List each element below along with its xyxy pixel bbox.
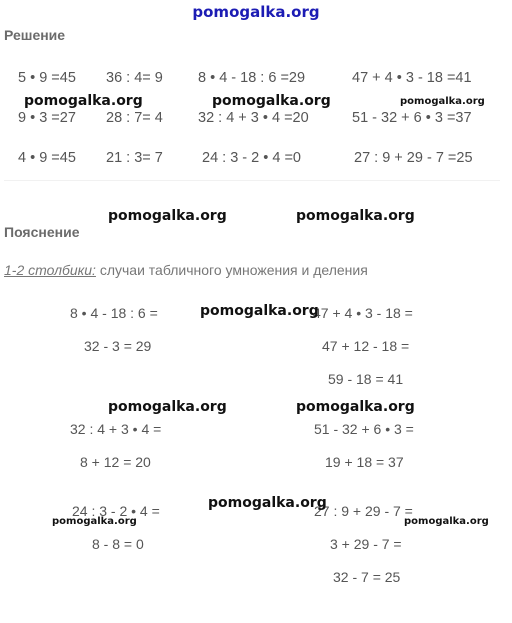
solution-c3-r2: 32 : 4 + 3 • 4 =20 [198, 110, 309, 126]
watermark: pomogalka.org [404, 516, 489, 527]
watermark: pomogalka.org [24, 93, 143, 109]
explanation-title: Пояснение [4, 224, 80, 240]
solution-c2-r3: 21 : 3= 7 [106, 150, 163, 166]
watermark: pomogalka.org [296, 208, 415, 224]
explanation-line: 8 - 8 = 0 [92, 536, 144, 552]
explanation-line: 24 : 3 - 2 • 4 = [72, 503, 160, 519]
note-text: случаи табличного умножения и деления [95, 262, 368, 278]
explanation-line: 59 - 18 = 41 [328, 371, 404, 387]
watermark: pomogalka.org [108, 208, 227, 224]
site-header: pomogalka.org [192, 3, 320, 21]
watermark: pomogalka.org [400, 96, 485, 107]
explanation-line: 3 + 29 - 7 = [330, 536, 402, 552]
explanation-line: 27 : 9 + 29 - 7 = [314, 503, 413, 519]
watermark: pomogalka.org [108, 399, 227, 415]
watermark: pomogalka.org [296, 399, 415, 415]
solution-c1-r2: 9 • 3 =27 [18, 110, 76, 126]
solution-c1-r3: 4 • 9 =45 [18, 150, 76, 166]
explanation-line: 32 - 7 = 25 [333, 569, 401, 585]
watermark: pomogalka.org [208, 495, 327, 511]
watermark: pomogalka.org [212, 93, 331, 109]
divider [4, 180, 500, 181]
explanation-line: 8 + 12 = 20 [80, 454, 151, 470]
explanation-line: 47 + 4 • 3 - 18 = [313, 305, 413, 321]
solution-c4-r3: 27 : 9 + 29 - 7 =25 [354, 150, 473, 166]
note-prefix: 1-2 столбики: [4, 262, 96, 278]
solution-title: Решение [4, 27, 66, 43]
solution-c3-r1: 8 • 4 - 18 : 6 =29 [198, 70, 306, 86]
solution-c2-r2: 28 : 7= 4 [106, 110, 163, 126]
solution-c2-r1: 36 : 4= 9 [106, 70, 163, 86]
explanation-line: 32 - 3 = 29 [84, 338, 152, 354]
explanation-line: 47 + 12 - 18 = [322, 338, 410, 354]
explanation-line: 51 - 32 + 6 • 3 = [314, 421, 414, 437]
solution-c4-r1: 47 + 4 • 3 - 18 =41 [352, 70, 472, 86]
watermark: pomogalka.org [52, 516, 137, 527]
explanation-line: 32 : 4 + 3 • 4 = [70, 421, 162, 437]
solution-c3-r3: 24 : 3 - 2 • 4 =0 [202, 150, 301, 166]
explanation-note [4, 262, 368, 278]
watermark: pomogalka.org [200, 303, 319, 319]
explanation-line: 8 • 4 - 18 : 6 = [70, 305, 158, 321]
explanation-line: 19 + 18 = 37 [325, 454, 404, 470]
solution-c1-r1: 5 • 9 =45 [18, 70, 76, 86]
solution-c4-r2: 51 - 32 + 6 • 3 =37 [352, 110, 472, 126]
